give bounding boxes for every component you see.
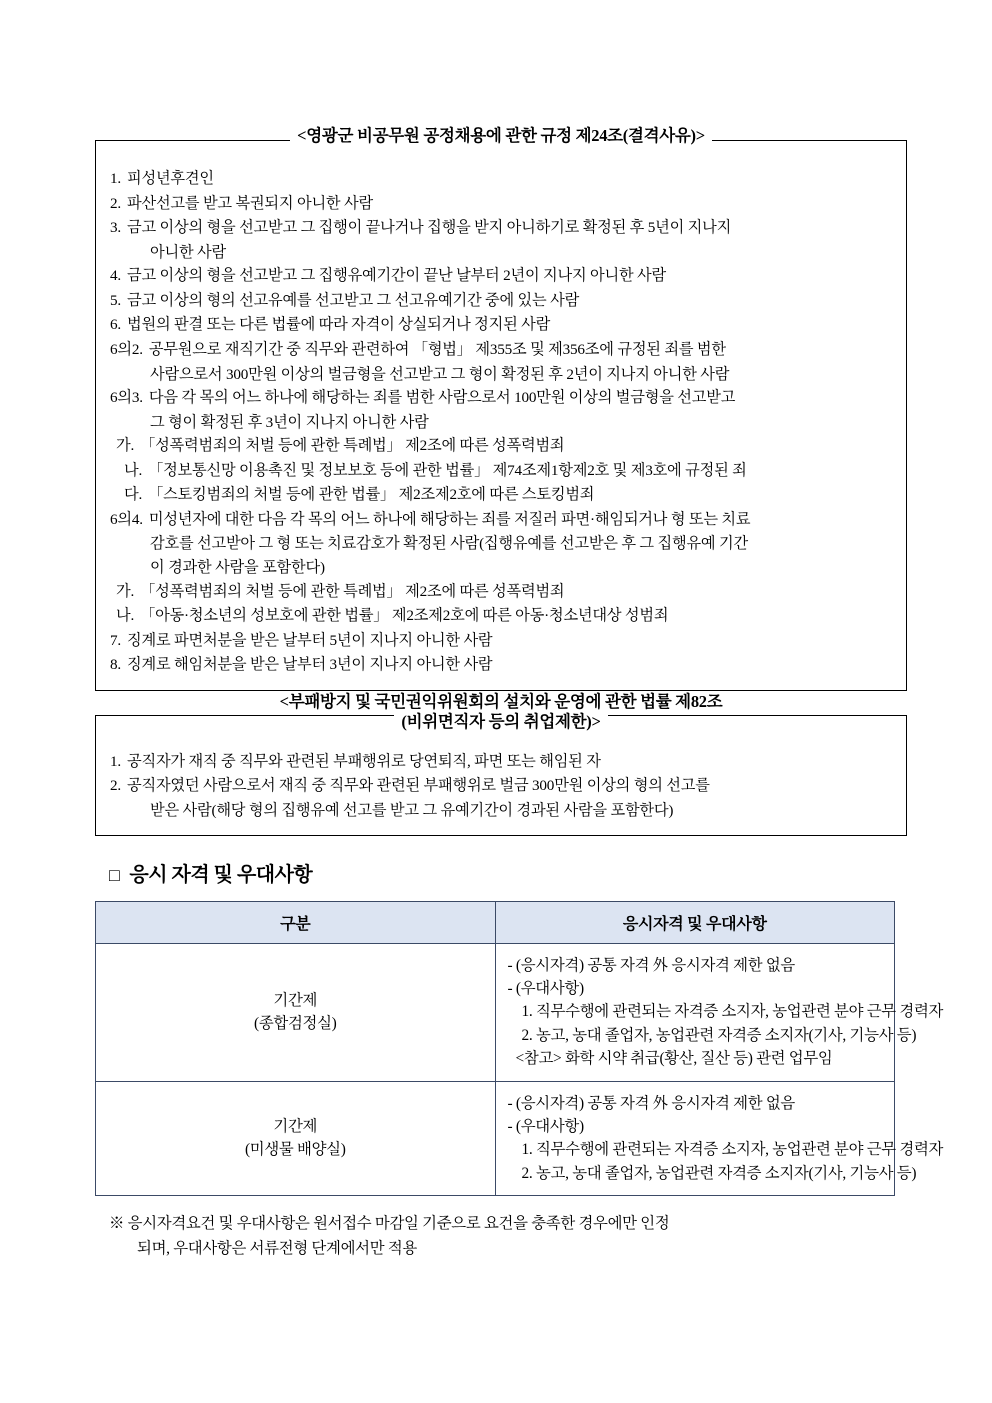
regulation-item-text: 금고 이상의 형을 선고받고 그 집행이 끝나거나 집행을 받지 아니하기로 확정된 후 5년이 지나지 xyxy=(127,219,732,237)
regulation-82-title-line1: <부패방지 및 국민권익위원회의 설치와 운영에 관한 법률 제82조 xyxy=(273,692,730,713)
regulation-item xyxy=(110,434,892,458)
regulation-item-number: 2. xyxy=(110,194,121,212)
regulation-item xyxy=(110,508,892,532)
row-detail-line: - (우대사항) xyxy=(507,979,584,997)
footnote xyxy=(109,1212,907,1261)
regulation-item-number: 7. xyxy=(110,631,121,649)
row-category xyxy=(96,1081,496,1196)
regulation-item-continuation: 아니한 사람 xyxy=(150,243,226,261)
regulation-item-number: 6의4. xyxy=(110,510,143,528)
regulation-item xyxy=(110,386,892,410)
regulation-item-number: 4. xyxy=(110,267,121,285)
regulation-item-continuation: 받은 사람(해당 형의 집행유예 선고를 받고 그 유예기간이 경과된 사람을 포함한다) xyxy=(150,801,674,819)
regulation-item xyxy=(110,580,892,604)
row-category-line1: 기간제 xyxy=(273,991,318,1009)
row-category xyxy=(96,943,496,1081)
regulation-item-number: 가. xyxy=(116,582,135,600)
regulation-item xyxy=(110,216,892,240)
regulation-item-continuation: 사람으로서 300만원 이상의 벌금형을 선고받고 그 형이 확정된 후 2년이 지나지 아니한 사람 xyxy=(150,365,730,383)
regulation-item xyxy=(110,750,892,774)
regulation-item-text: 징계로 파면처분을 받은 날부터 5년이 지나지 아니한 사람 xyxy=(127,631,493,649)
regulation-82-title-line2: (비위면직자 등의 취업제한)> xyxy=(394,712,607,733)
footnote-line-1: ※ 응시자격요건 및 우대사항은 원서접수 마감일 기준으로 요건을 충족한 경우에만 인정 xyxy=(109,1215,670,1233)
regulation-item xyxy=(110,264,892,288)
row-detail xyxy=(495,943,944,1081)
row-detail-line: 2. 농고, 농대 졸업자, 농업관련 자격증 소지자(기사, 기능사 등) xyxy=(521,1164,917,1182)
regulation-24-title-text: <영광군 비공무원 공정채용에 관한 규정 제24조(결격사유)> xyxy=(290,126,712,147)
regulation-item-text: 징계로 해임처분을 받은 날부터 3년이 지나지 아니한 사람 xyxy=(127,656,493,674)
qualification-table-body xyxy=(96,943,944,1196)
regulation-24-title xyxy=(96,126,906,147)
regulation-item xyxy=(110,289,892,313)
row-detail-line: - (응시자격) 공통 자격 外 응시자격 제한 없음 xyxy=(507,956,795,974)
regulation-item-number: 6의3. xyxy=(110,389,143,407)
regulation-item-number: 1. xyxy=(110,170,121,187)
row-detail-line: 2. 농고, 농대 졸업자, 농업관련 자격증 소지자(기사, 기능사 등) xyxy=(521,1026,917,1044)
row-category-line2: (종합검정실) xyxy=(254,1015,337,1033)
regulation-item-text: 공직자였던 사람으로서 재직 중 직무와 관련된 부패행위로 벌금 300만원 이상의 형의 선고를 xyxy=(127,777,710,795)
regulation-82-title xyxy=(96,692,906,733)
row-detail-line: <참고> 화학 시약 취급(황산, 질산 등) 관련 업무임 xyxy=(515,1050,833,1068)
regulation-item xyxy=(110,338,892,362)
regulation-item-text: 「아동·청소년의 성보호에 관한 법률」 제2조제2호에 따른 아동·청소년대상 성범죄 xyxy=(140,607,669,625)
regulation-item-continuation: 이 경과한 사람을 포함한다) xyxy=(150,559,325,576)
regulation-82-body xyxy=(96,716,906,835)
regulation-item-number: 다. xyxy=(124,486,143,504)
qualification-table xyxy=(95,901,944,1197)
regulation-box-24 xyxy=(95,126,907,691)
regulation-item-number: 5. xyxy=(110,291,121,309)
regulation-item-number: 나. xyxy=(124,461,143,479)
row-category-line1: 기간제 xyxy=(273,1118,318,1136)
regulation-item-text: 「성폭력범죄의 처벌 등에 관한 특례법」 제2조에 따른 성폭력범죄 xyxy=(140,437,565,455)
table-row xyxy=(96,1081,895,1196)
regulation-item-text: 금고 이상의 형을 선고받고 그 집행유예기간이 끝난 날부터 2년이 지나지 아니한 사람 xyxy=(127,267,666,285)
regulation-item xyxy=(110,653,892,677)
column-header-detail: 응시자격 및 우대사항 xyxy=(495,901,895,943)
regulation-item xyxy=(110,629,892,653)
row-detail-line: 1. 직무수행에 관련되는 자격증 소지자, 농업관련 분야 근무 경력자 xyxy=(521,1141,944,1159)
regulation-item-text: 금고 이상의 형의 선고유예를 선고받고 그 선고유예기간 중에 있는 사람 xyxy=(127,291,580,309)
regulation-item-text: 「스토킹범죄의 처벌 등에 관한 법률」 제2조제2호에 따른 스토킹범죄 xyxy=(148,486,595,504)
footnote-line-2: 되며, 우대사항은 서류전형 단계에서만 적용 xyxy=(137,1239,417,1257)
regulation-24-body xyxy=(96,141,906,690)
regulation-item xyxy=(110,774,892,798)
regulation-item-text: 「성폭력범죄의 처벌 등에 관한 특례법」 제2조에 따른 성폭력범죄 xyxy=(140,582,565,600)
regulation-item-text: 미성년자에 대한 다음 각 목의 어느 하나에 해당하는 죄를 저질러 파면·해임되거나 형 또는 치료 xyxy=(148,510,751,528)
regulation-box-82 xyxy=(95,691,907,836)
regulation-item-text: 피성년후견인 xyxy=(127,170,214,187)
square-bullet-icon: □ xyxy=(109,864,120,885)
regulation-item-number: 8. xyxy=(110,656,121,674)
regulation-item-text: 법원의 판결 또는 다른 법률에 따라 자격이 상실되거나 정지된 사람 xyxy=(127,316,551,334)
section-heading-text: 응시 자격 및 우대사항 xyxy=(129,863,313,886)
regulation-item-number: 6의2. xyxy=(110,340,143,358)
regulation-item xyxy=(110,483,892,507)
regulation-item-number: 6. xyxy=(110,316,121,334)
row-category-line2: (미생물 배양실) xyxy=(244,1141,346,1159)
row-detail-line: - (우대사항) xyxy=(507,1117,584,1135)
regulation-item-text: 「정보통신망 이용촉진 및 정보보호 등에 관한 법률」 제74조제1항제2호 및 제3호에 규정된 죄 xyxy=(148,461,747,479)
section-heading xyxy=(109,858,907,887)
column-header-category: 구분 xyxy=(96,901,496,943)
table-row xyxy=(96,943,895,1081)
regulation-item-text: 파산선고를 받고 복권되지 아니한 사람 xyxy=(127,194,373,212)
regulation-item xyxy=(110,167,892,191)
regulation-item-number: 가. xyxy=(116,437,135,455)
row-detail xyxy=(495,1081,944,1196)
regulation-item xyxy=(110,313,892,337)
qualification-table-head xyxy=(96,901,895,943)
regulation-item xyxy=(110,604,892,628)
regulation-item-number: 나. xyxy=(116,607,135,625)
regulation-item-number: 3. xyxy=(110,219,121,237)
regulation-item xyxy=(110,459,892,483)
regulation-item xyxy=(110,192,892,216)
row-detail-line: - (응시자격) 공통 자격 外 응시자격 제한 없음 xyxy=(507,1094,795,1112)
regulation-item-text: 다음 각 목의 어느 하나에 해당하는 죄를 범한 사람으로서 100만원 이상의 벌금형을 선고받고 xyxy=(148,389,736,407)
regulation-item-text: 공직자가 재직 중 직무와 관련된 부패행위로 당연퇴직, 파면 또는 해임된 자 xyxy=(127,752,601,770)
regulation-item-continuation: 그 형이 확정된 후 3년이 지나지 아니한 사람 xyxy=(150,413,429,431)
regulation-item-text: 공무원으로 재직기간 중 직무와 관련하여 「형법」 제355조 및 제356조에 규정된 죄를 범한 xyxy=(148,340,726,358)
regulation-item-continuation: 감호를 선고받아 그 형 또는 치료감호가 확정된 사람(집행유예를 선고받은 후 그 집행유예 기간 xyxy=(150,535,748,553)
regulation-item-number: 1. xyxy=(110,752,121,770)
regulation-item-number: 2. xyxy=(110,777,121,795)
table-header-row xyxy=(96,901,895,943)
row-detail-line: 1. 직무수행에 관련되는 자격증 소지자, 농업관련 분야 근무 경력자 xyxy=(521,1003,944,1021)
